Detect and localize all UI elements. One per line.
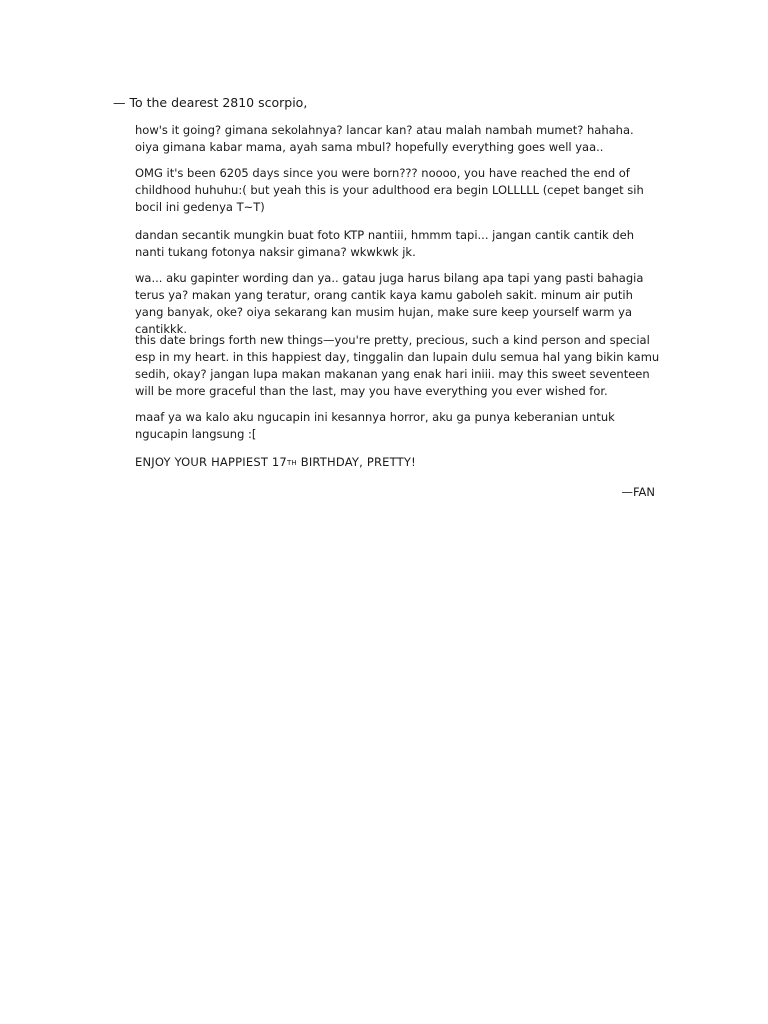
letter-paragraph-6: maaf ya wa kalo aku ngucapin ini kesannya horror, aku ga punya keberanian untuk ngucapin langsung :[ bbox=[135, 410, 615, 441]
letter-paragraph-1: how's it going? gimana sekolahnya? lancar kan? atau malah nambah mumet? hahaha. oiya gimana kabar mama, ayah sama mbul? hopefully everything goes well yaa.. bbox=[135, 123, 634, 154]
closing-text-suffix: BIRTHDAY, PRETTY! bbox=[296, 455, 416, 469]
letter-salutation: — To the dearest 2810 scorpio, bbox=[113, 95, 308, 110]
letter-paragraph-3: dandan secantik mungkin buat foto KTP nantiii, hmmm tapi... jangan cantik cantik deh nanti tukang fotonya naksir gimana? wkwkwk jk. bbox=[135, 228, 634, 259]
letter-closing-line bbox=[135, 454, 416, 471]
letter-paragraph-2: OMG it's been 6205 days since you were born??? noooo, you have reached the end of childhood huhuhu:( but yeah this is your adulthood era begin LOLLLLL (cepet banget sih bocil ini gedenya T~T) bbox=[135, 166, 644, 214]
closing-ordinal-suffix: TH bbox=[286, 459, 297, 467]
letter-paragraph-5: this date brings forth new things—you're pretty, precious, such a kind person and special esp in my heart. in this happiest day, tinggalin dan lupain dulu semua hal yang bikin kamu sedih, okay? jangan lupa makan makanan yang enak hari iniii. may this sweet seventeen will be more graceful than the last, may you have everything you ever wished for. bbox=[135, 333, 660, 398]
letter-paragraph-4: wa... aku gapinter wording dan ya.. gatau juga harus bilang apa tapi yang pasti bahagia terus ya? makan yang teratur, orang cantik kaya kamu gaboleh sakit. minum air putih yang banyak, oke? oiya sekarang kan musim hujan, make sure keep yourself warm ya cantikkk. bbox=[135, 271, 644, 336]
closing-text-prefix: ENJOY YOUR HAPPIEST 17 bbox=[135, 455, 287, 469]
letter-signature: —FAN bbox=[621, 485, 655, 499]
